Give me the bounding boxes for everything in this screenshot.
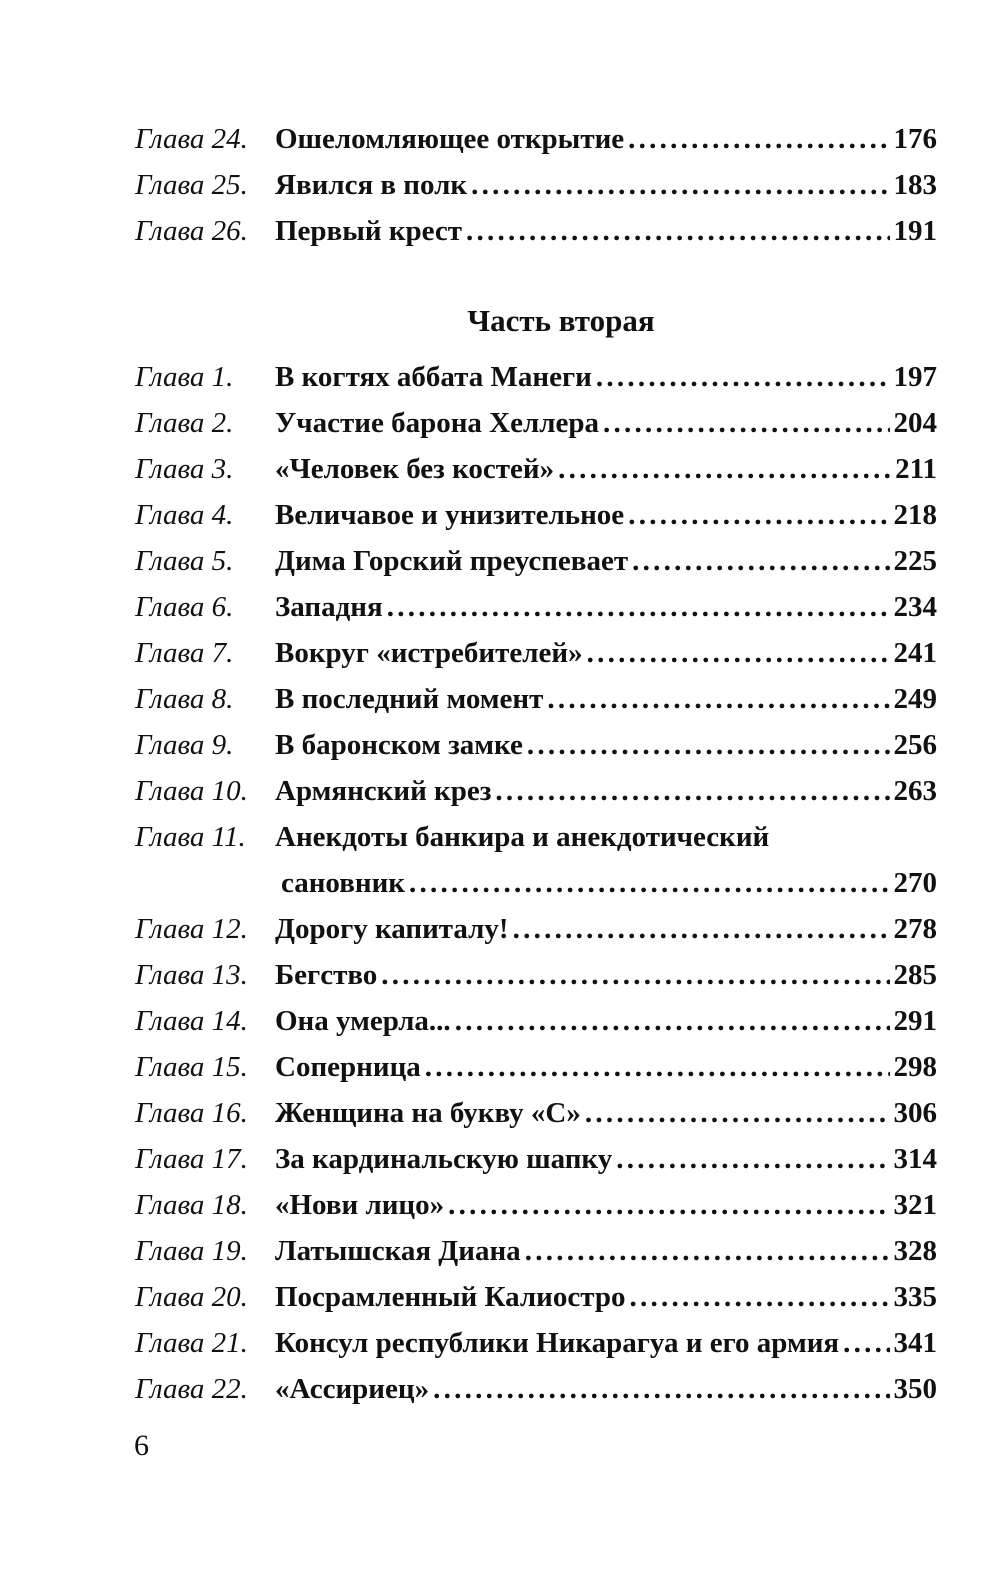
chapter-title: В когтях аббата Манеги — [275, 361, 592, 393]
chapter-title-line2: сановник — [281, 867, 406, 899]
dot-leader — [628, 492, 889, 538]
dot-leader — [381, 952, 889, 998]
chapter-page: 314 — [893, 1143, 937, 1175]
toc-row — [135, 354, 937, 400]
part-heading: Часть вторая — [467, 303, 655, 338]
chapter-page: 306 — [893, 1097, 937, 1129]
chapter-label: Глава 5. — [135, 545, 234, 577]
chapter-label: Глава 8. — [135, 683, 234, 715]
chapter-label: Глава 13. — [135, 959, 248, 991]
chapter-title: Консул республики Никарагуа и его армия — [275, 1327, 840, 1359]
toc-row — [135, 1182, 937, 1228]
chapter-title: Соперница — [275, 1051, 421, 1083]
chapter-page: 285 — [893, 959, 937, 991]
toc-row — [135, 998, 937, 1044]
chapter-page: 249 — [893, 683, 937, 715]
chapter-page: 335 — [893, 1281, 937, 1313]
dot-leader — [628, 116, 889, 162]
toc-row — [135, 1366, 937, 1412]
dot-leader — [632, 538, 889, 584]
dot-leader — [409, 860, 889, 906]
chapter-title: Дорогу капиталу! — [275, 913, 509, 945]
dot-leader — [525, 1228, 890, 1274]
chapter-page: 234 — [893, 591, 937, 623]
toc-row — [135, 1274, 937, 1320]
chapter-label: Глава 15. — [135, 1051, 248, 1083]
chapter-label: Глава 14. — [135, 1005, 248, 1037]
chapter-title: Ошеломляющее открытие — [275, 123, 625, 155]
dot-leader — [433, 1366, 889, 1412]
chapter-page: 211 — [895, 453, 937, 485]
toc-row — [135, 676, 937, 722]
chapter-page: 218 — [893, 499, 937, 531]
table-of-contents — [135, 116, 937, 1412]
toc-row — [135, 1228, 937, 1274]
toc-row — [135, 768, 937, 814]
chapter-page: 270 — [893, 867, 937, 899]
chapter-title: Бегство — [275, 959, 378, 991]
chapter-label: Глава 22. — [135, 1373, 248, 1405]
chapter-page: 263 — [893, 775, 937, 807]
dot-leader — [495, 768, 889, 814]
dot-leader — [843, 1320, 889, 1366]
toc-row — [135, 1090, 937, 1136]
chapter-label: Глава 16. — [135, 1097, 248, 1129]
chapter-title: Латышская Диана — [275, 1235, 521, 1267]
chapter-label: Глава 17. — [135, 1143, 248, 1175]
toc-row — [135, 722, 937, 768]
toc-group-part-two — [135, 354, 937, 1412]
chapter-page: 328 — [893, 1235, 937, 1267]
chapter-page: 241 — [893, 637, 937, 669]
chapter-title: Женщина на букву «С» — [275, 1097, 581, 1129]
chapter-label: Глава 12. — [135, 913, 248, 945]
toc-row — [135, 630, 937, 676]
toc-row — [135, 1044, 937, 1090]
chapter-title: Западня — [275, 591, 383, 623]
chapter-page: 278 — [893, 913, 937, 945]
dot-leader — [387, 584, 890, 630]
chapter-title: Величавое и унизительное — [275, 499, 625, 531]
dot-leader — [527, 722, 890, 768]
dot-leader — [448, 1182, 889, 1228]
dot-leader — [629, 1274, 889, 1320]
chapter-title: В последний момент — [275, 683, 544, 715]
chapter-label: Глава 1. — [135, 361, 234, 393]
dot-leader — [425, 1044, 890, 1090]
chapter-title: «Человек без костей» — [275, 453, 555, 485]
dot-leader — [616, 1136, 889, 1182]
chapter-title: «Ассириец» — [275, 1373, 430, 1405]
chapter-title: «Нови лицо» — [275, 1189, 445, 1221]
chapter-page: 341 — [893, 1327, 937, 1359]
toc-group-part-one — [135, 116, 937, 254]
chapter-label: Глава 20. — [135, 1281, 248, 1313]
dot-leader — [547, 676, 889, 722]
chapter-page: 204 — [893, 407, 937, 439]
chapter-label: Глава 4. — [135, 499, 234, 531]
toc-row — [135, 208, 937, 254]
dot-leader — [603, 400, 889, 446]
page-number: 6 — [134, 1429, 149, 1462]
chapter-page: 291 — [893, 1005, 937, 1037]
dot-leader — [585, 1090, 890, 1136]
chapter-title: Она умерла... — [275, 1005, 451, 1037]
dot-leader — [513, 906, 890, 952]
toc-row — [135, 492, 937, 538]
chapter-page: 298 — [893, 1051, 937, 1083]
chapter-title: Участие барона Хеллера — [275, 407, 600, 439]
chapter-label: Глава 18. — [135, 1189, 248, 1221]
toc-row — [135, 446, 937, 492]
chapter-page: 350 — [893, 1373, 937, 1405]
chapter-title: Дима Горский преуспевает — [275, 545, 629, 577]
chapter-page: 191 — [893, 215, 937, 247]
chapter-label: Глава 21. — [135, 1327, 248, 1359]
chapter-label: Глава 24. — [135, 123, 248, 155]
toc-row — [135, 952, 937, 998]
dot-leader — [471, 162, 889, 208]
chapter-title: Вокруг «истребителей» — [275, 637, 583, 669]
chapter-label: Глава 7. — [135, 637, 234, 669]
chapter-title: За кардинальскую шапку — [275, 1143, 613, 1175]
chapter-page: 197 — [893, 361, 937, 393]
toc-row — [135, 400, 937, 446]
chapter-page: 183 — [893, 169, 937, 201]
toc-row-multiline — [135, 814, 937, 906]
toc-row — [135, 584, 937, 630]
chapter-label: Глава 9. — [135, 729, 234, 761]
chapter-label: Глава 6. — [135, 591, 234, 623]
chapter-title: Армянский крез — [275, 775, 492, 807]
chapter-title: Посрамленный Калиостро — [275, 1281, 626, 1313]
chapter-label: Глава 10. — [135, 775, 248, 807]
toc-row — [135, 1136, 937, 1182]
chapter-page: 256 — [893, 729, 937, 761]
chapter-title: Явился в полк — [275, 169, 468, 201]
chapter-label: Глава 2. — [135, 407, 234, 439]
toc-row — [135, 538, 937, 584]
chapter-label: Глава 11. — [135, 821, 246, 853]
chapter-title: Первый крест — [275, 215, 462, 247]
chapter-label: Глава 26. — [135, 215, 248, 247]
chapter-label: Глава 25. — [135, 169, 248, 201]
chapter-page: 176 — [893, 123, 937, 155]
chapter-page: 225 — [893, 545, 937, 577]
chapter-title-line1: Анекдоты банкира и анекдотический — [275, 821, 770, 853]
toc-row — [135, 1320, 937, 1366]
dot-leader — [558, 446, 891, 492]
chapter-label: Глава 19. — [135, 1235, 248, 1267]
dot-leader — [466, 208, 890, 254]
dot-leader — [455, 998, 890, 1044]
chapter-label: Глава 3. — [135, 453, 234, 485]
toc-row — [135, 116, 937, 162]
chapter-title: В баронском замке — [275, 729, 523, 761]
dot-leader — [596, 354, 890, 400]
dot-leader — [587, 630, 890, 676]
toc-row — [135, 162, 937, 208]
toc-row — [135, 906, 937, 952]
chapter-page: 321 — [893, 1189, 937, 1221]
